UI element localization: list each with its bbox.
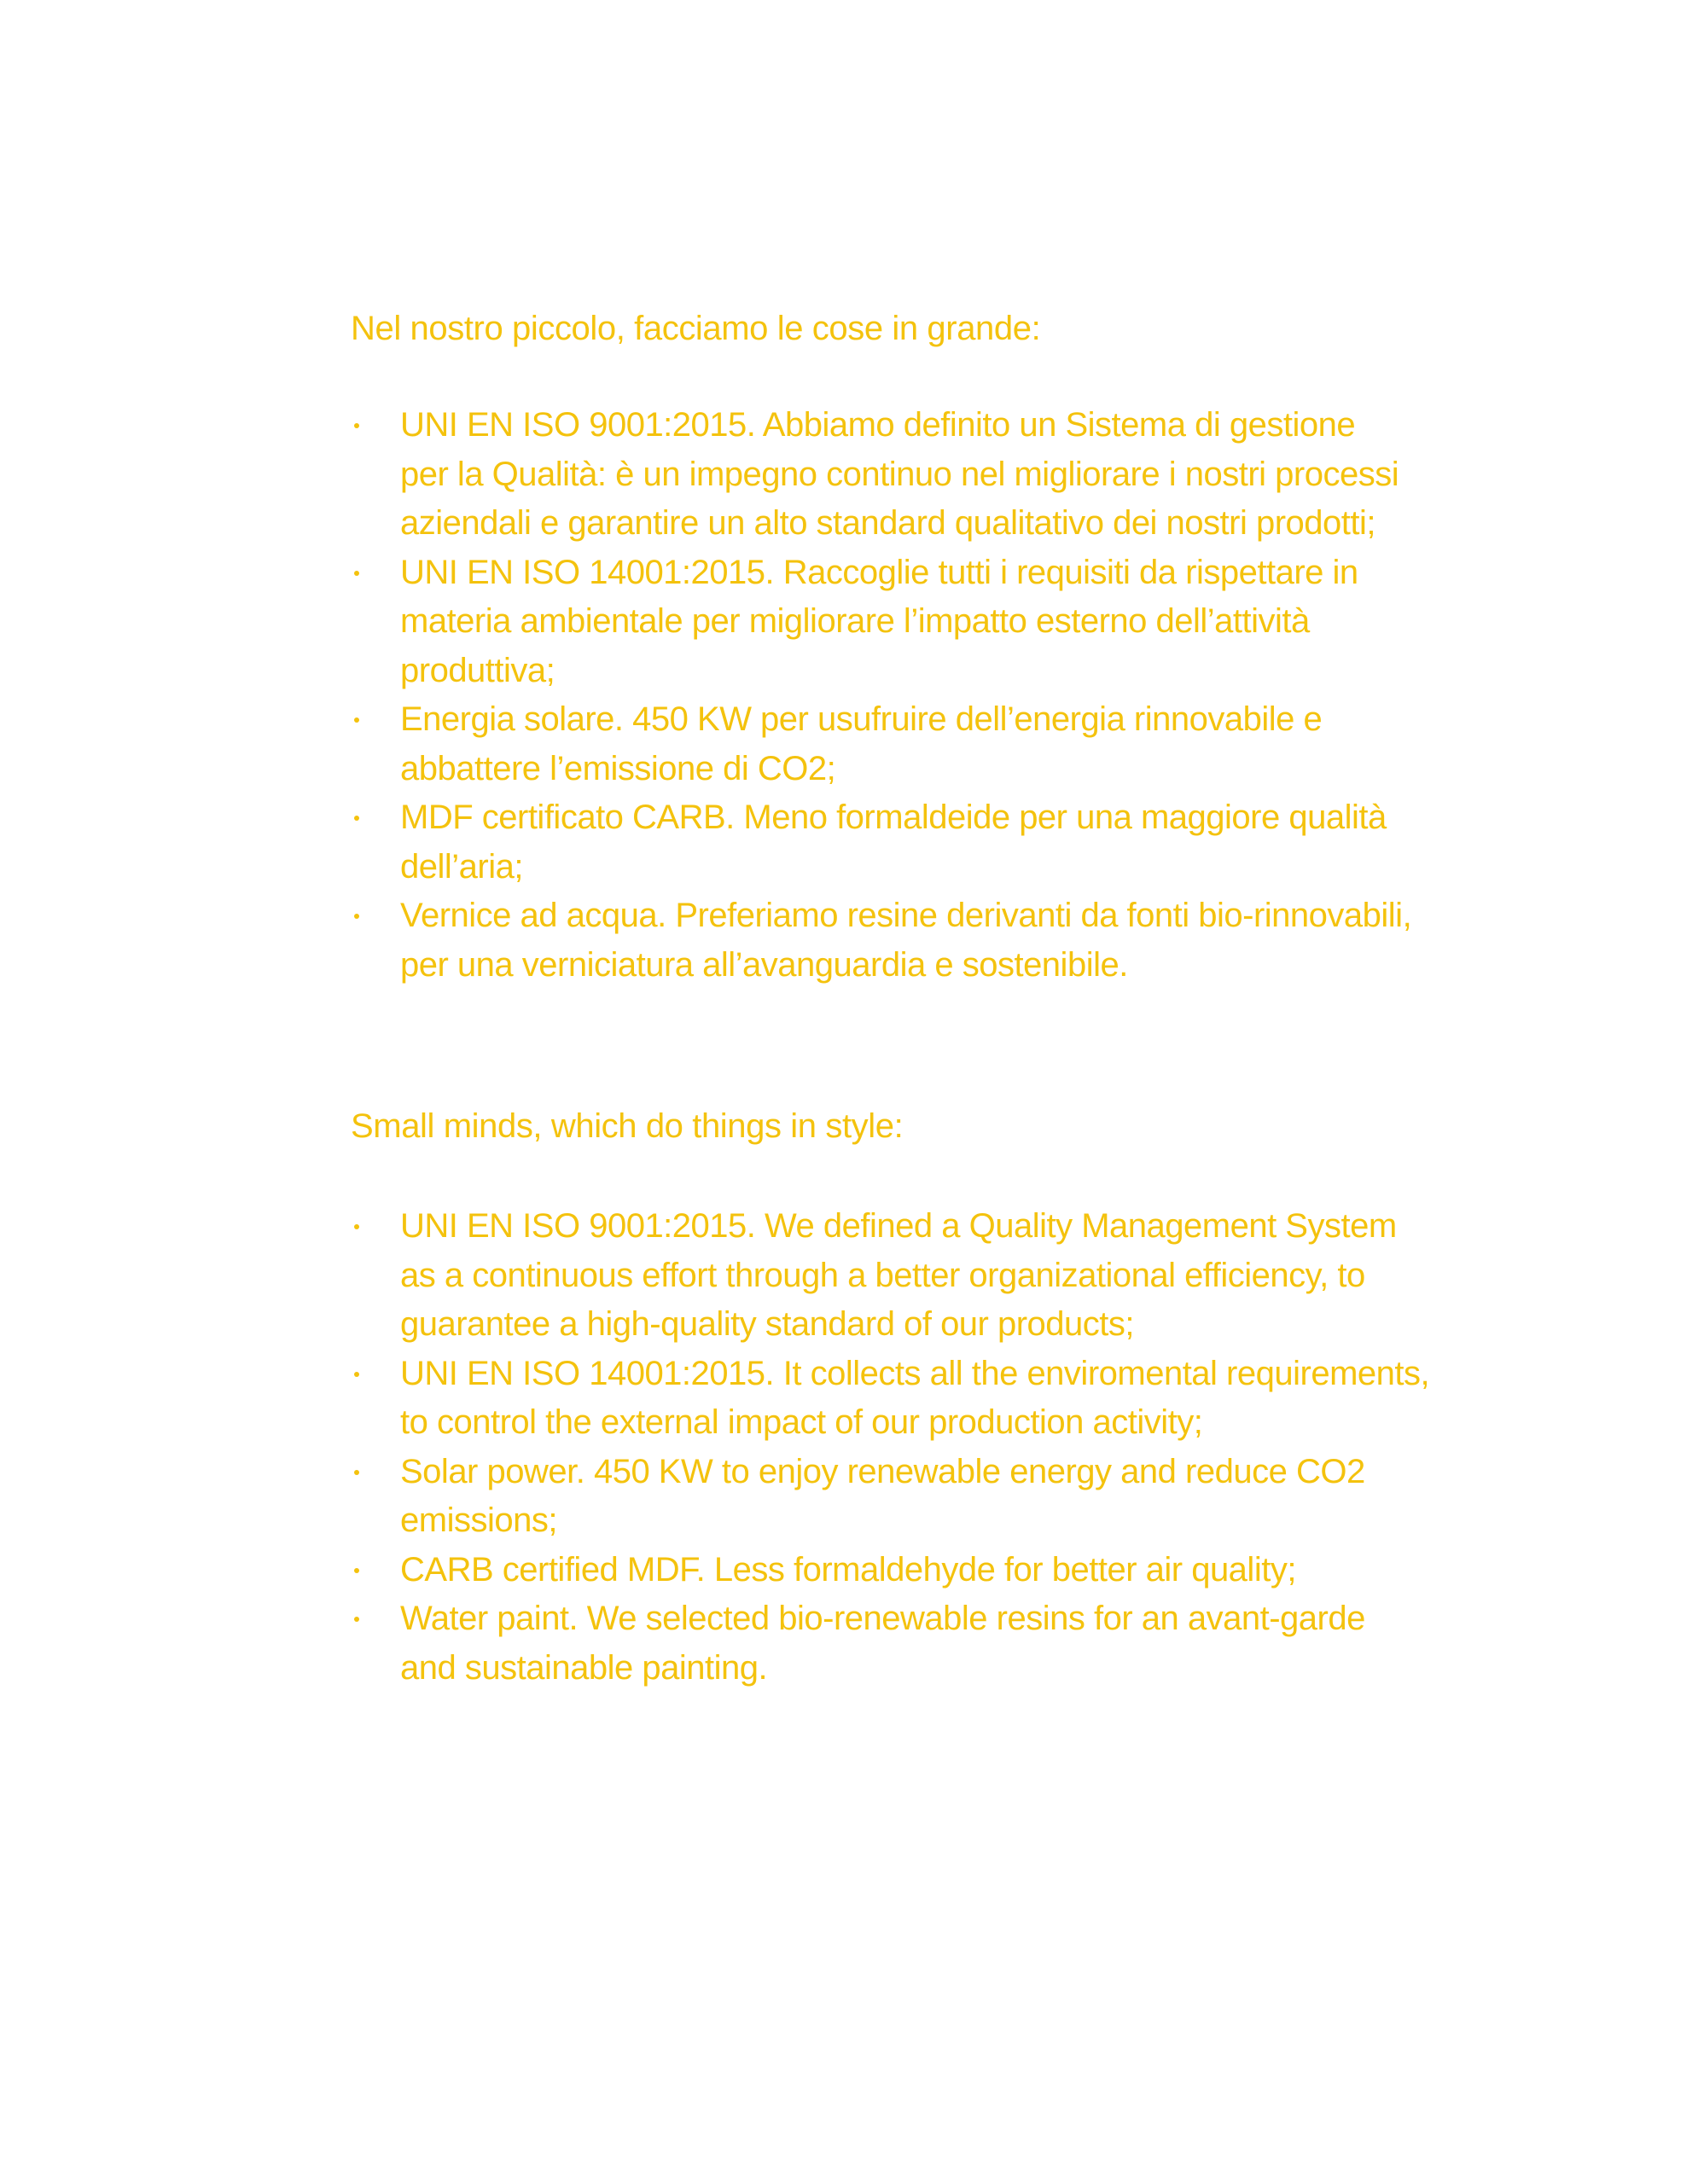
item-line: Vernice ad acqua. Preferiamo resine derivanti da fonti bio-rinnovabili, [400,897,1412,934]
item-line: aziendali e garantire un alto standard qualitativo dei nostri prodotti; [400,504,1376,542]
item-line: CARB certified MDF. Less formaldehyde for better air quality; [400,1550,1296,1589]
list-item-carb-mdf [351,1546,1631,1595]
item-line: per la Qualità: è un impegno continuo nel migliorare i nostri processi [400,455,1399,493]
item-line: UNI EN ISO 9001:2015. Abbiamo definito un Sistema di gestione [400,406,1356,444]
bullet-icon [354,914,359,919]
item-line: Energia solare. 450 KW per usufruire dell’energia rinnovabile e [400,700,1323,738]
item-line: UNI EN ISO 14001:2015. It collects all the enviromental requirements, [400,1354,1430,1392]
english-section [351,1102,1631,1693]
item-line: dell’aria; [400,847,523,886]
item-line: to control the external impact of our production activity; [400,1403,1203,1441]
item-line: per una verniciatura all’avanguardia e sostenibile. [400,945,1128,984]
bullet-icon [354,1568,359,1573]
list-item-iso-14001 [351,1350,1631,1448]
list-item-water-paint [351,1594,1631,1693]
english-list [351,1202,1631,1693]
bullet-icon [354,1224,359,1229]
list-item-water-paint [351,892,1631,990]
item-line: produttiva; [400,651,555,689]
italian-list [351,401,1631,990]
item-line: abbattere l’emissione di CO2; [400,749,836,787]
bullet-icon [354,1470,359,1475]
item-line: UNI EN ISO 14001:2015. Raccoglie tutti i requisiti da rispettare in [400,553,1358,591]
item-line: UNI EN ISO 9001:2015. We defined a Quality Management System [400,1207,1397,1245]
italian-heading: Nel nostro piccolo, facciamo le cose in grande: [351,310,1041,347]
item-line: emissions; [400,1502,557,1539]
list-item-carb-mdf [351,793,1631,892]
list-item-iso-9001 [351,401,1631,549]
list-item-iso-14001 [351,549,1631,696]
item-line: guarantee a high-quality standard of our products; [400,1305,1135,1343]
item-line: and sustainable painting. [400,1648,768,1687]
item-line: MDF certificato CARB. Meno formaldeide per una maggiore qualità [400,799,1387,836]
list-item-iso-9001 [351,1202,1631,1350]
bullet-icon [354,423,359,428]
list-item-solar-power [351,1448,1631,1546]
item-line: as a continuous effort through a better organizational efficiency, to [400,1256,1365,1294]
english-heading: Small minds, which do things in style: [351,1107,904,1145]
italian-section [351,305,1631,990]
item-line: Solar power. 450 KW to enjoy renewable energy and reduce CO2 [400,1452,1365,1490]
bullet-icon [354,816,359,821]
bullet-icon [354,571,359,576]
bullet-icon [354,717,359,723]
list-item-solar-energy [351,695,1631,793]
bullet-icon [354,1372,359,1377]
item-line: materia ambientale per migliorare l’impatto esterno dell’attività [400,602,1310,640]
item-line: Water paint. We selected bio-renewable resins for an avant-garde [400,1600,1365,1637]
bullet-icon [354,1617,359,1622]
